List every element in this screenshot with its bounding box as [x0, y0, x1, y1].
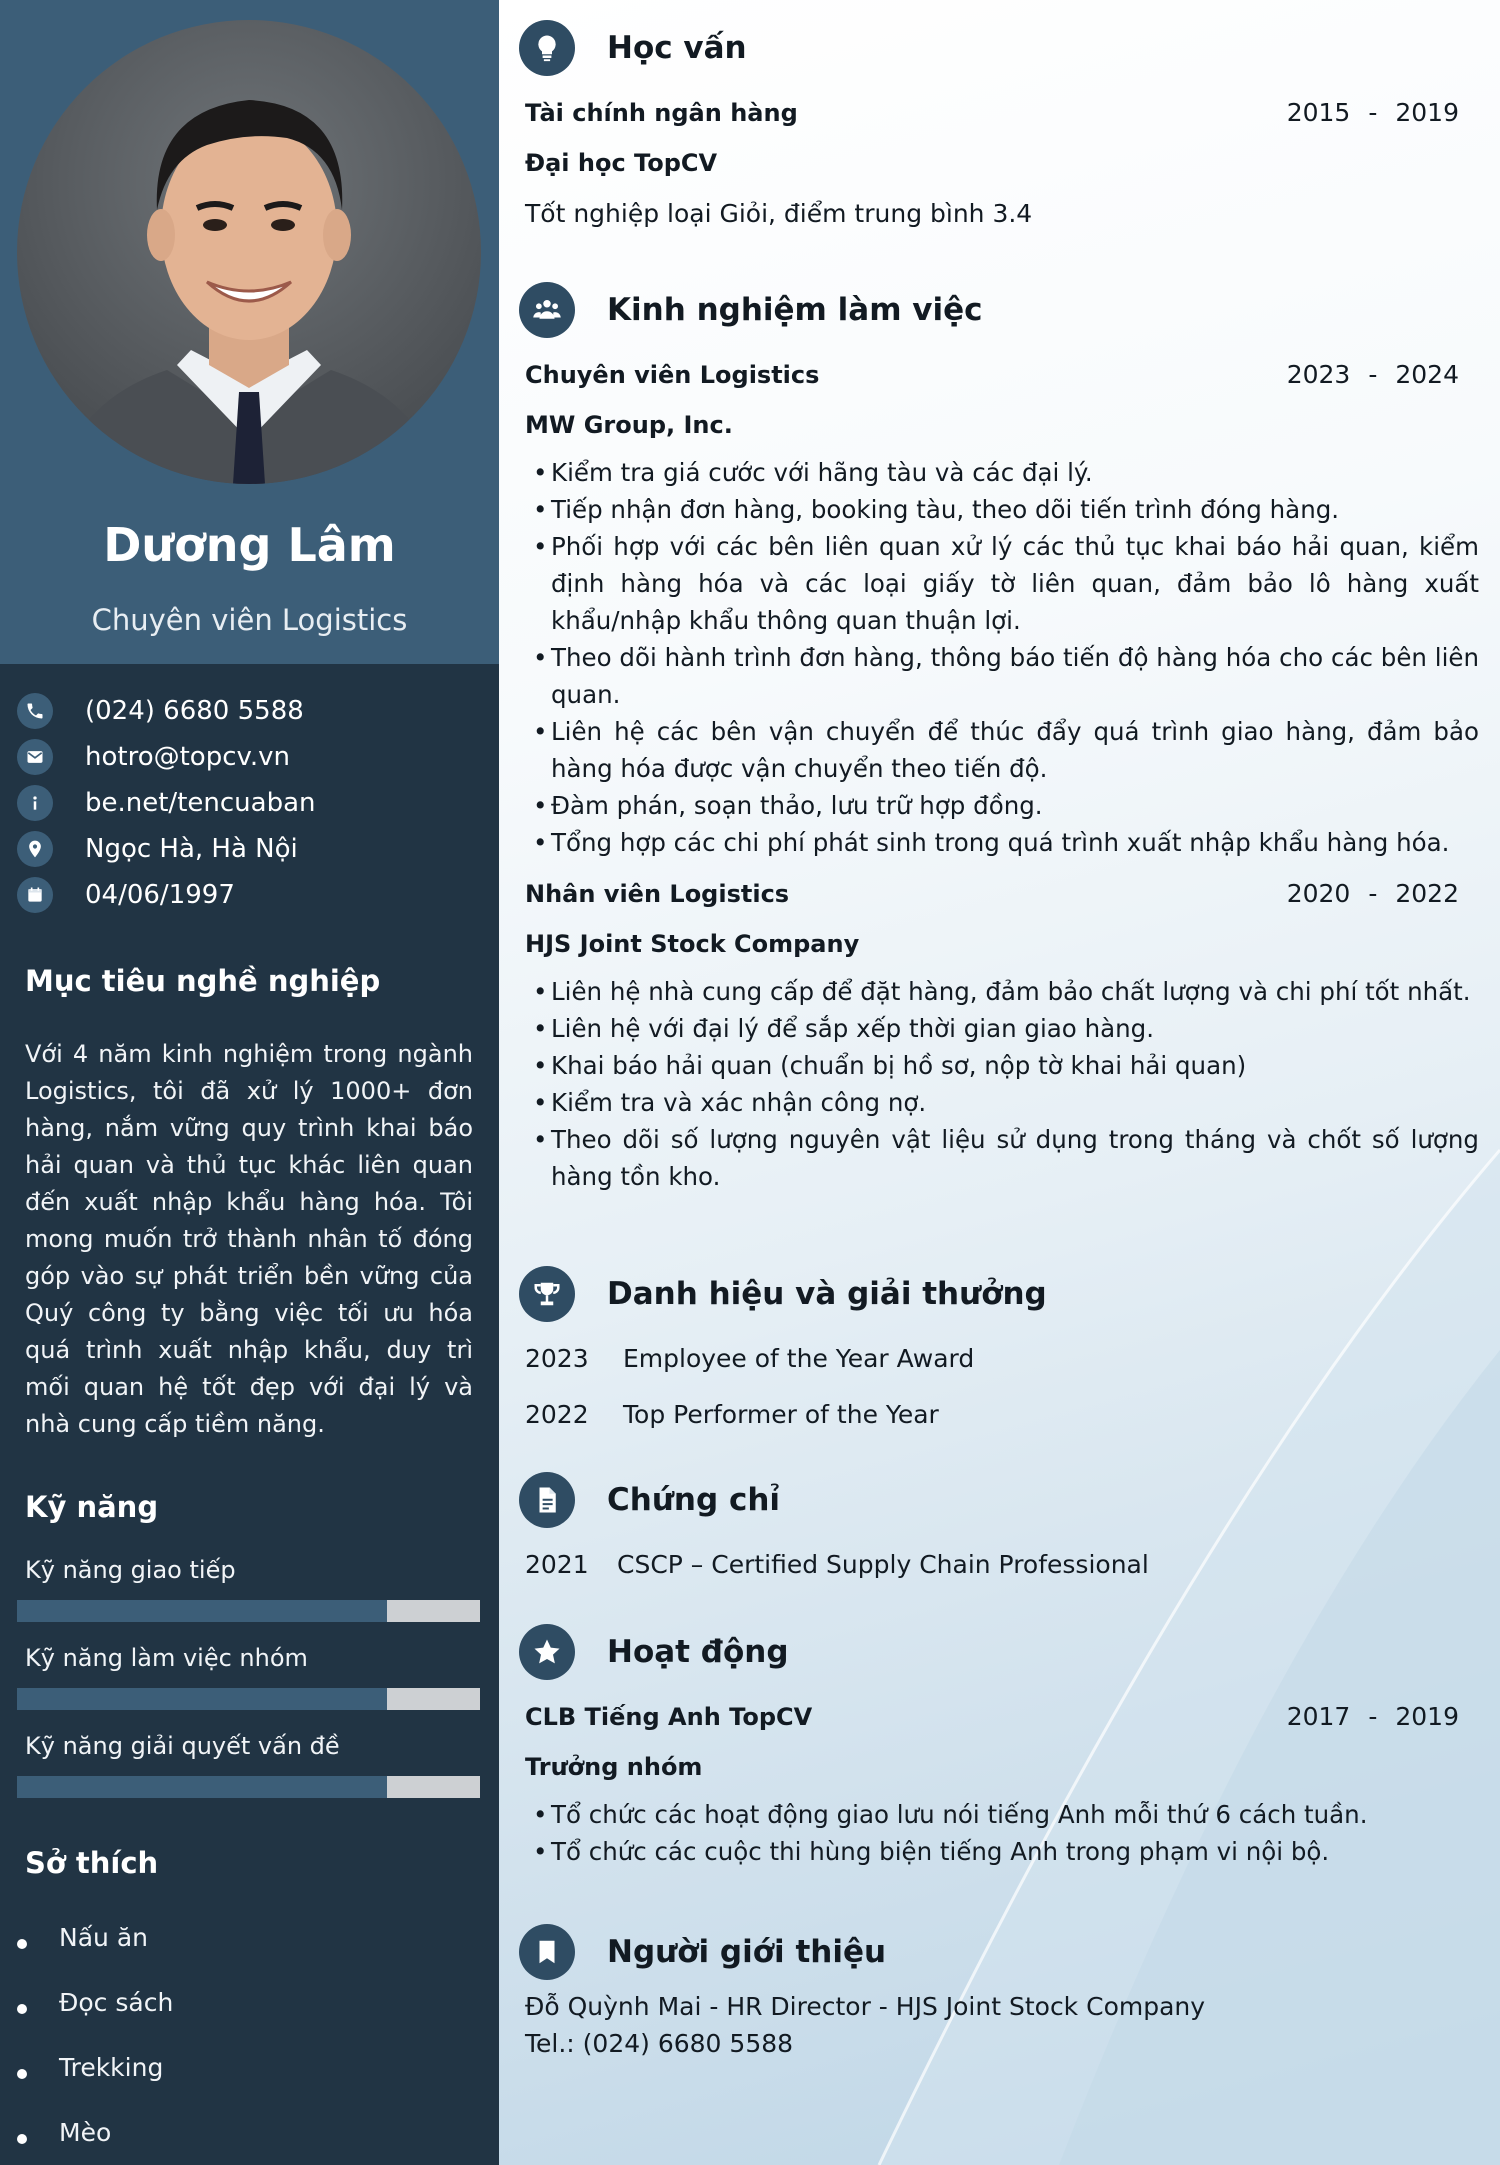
- section-title: Danh hiệu và giải thưởng: [607, 1276, 1047, 1312]
- award-title: Employee of the Year Award: [623, 1343, 975, 1373]
- hobby-label: Mèo: [59, 2118, 112, 2147]
- birthday-text: 04/06/1997: [85, 880, 235, 910]
- awards-section: [519, 1264, 1479, 1442]
- list-item: • Liên hệ các bên vận chuyển để thúc đẩy quá trình giao hàng, đảm bảo hàng hóa được vận chuyển theo tiến độ.: [533, 713, 1479, 787]
- activities-section: [519, 1622, 1479, 1870]
- section-header: [519, 1470, 1479, 1530]
- mail-icon: [17, 739, 53, 775]
- list-item: • Tổng hợp các chi phí phát sinh trong quá trình xuất nhập khẩu hàng hóa.: [533, 824, 1479, 861]
- company-name: MW Group, Inc.: [525, 411, 733, 439]
- task-list: [519, 454, 1479, 861]
- bullet-icon: [17, 2069, 27, 2079]
- skills-heading: Kỹ năng: [25, 1490, 159, 1524]
- list-item: [17, 2100, 173, 2165]
- objective-text: Với 4 năm kinh nghiệm trong ngành Logistics, tôi đã xử lý 1000+ đơn hàng, nắm vững quy trình khai báo hải quan và thủ tục khác liên quan đến xuất nhập khẩu hàng hóa. Tôi mong muốn trở thành nhân tố đóng góp vào sự phát triển bền vững của Quý công ty bằng việc tối ưu hóa quá trình xuất nhập khẩu, duy trì mối quan hệ tốt đẹp với đại lý và nhà cung cấp tiềm năng.: [25, 1040, 473, 1438]
- experience-section: [519, 280, 1479, 1195]
- lightbulb-icon: [519, 20, 575, 76]
- school-name: Đại học TopCV: [525, 149, 718, 177]
- certificates-section: [519, 1470, 1479, 1592]
- date-range: 2023 - 2024: [1286, 360, 1459, 389]
- list-item: • Tiếp nhận đơn hàng, booking tàu, theo dõi tiến trình đóng hàng.: [533, 491, 1479, 528]
- hobbies-heading: Sở thích: [25, 1846, 159, 1880]
- skill-bar: [17, 1688, 480, 1710]
- award-year: 2022: [525, 1399, 589, 1429]
- contact-email: [17, 734, 315, 780]
- list-item: [17, 2035, 173, 2100]
- award-year: 2023: [525, 1343, 589, 1373]
- section-header: [519, 18, 1479, 78]
- profile-header: [0, 0, 499, 664]
- skill-bar-fill: [17, 1776, 387, 1798]
- section-title: Kinh nghiệm làm việc: [607, 292, 983, 328]
- date-range: 2017 - 2019: [1286, 1702, 1459, 1731]
- certificate-row: [519, 1536, 1479, 1592]
- section-header: [519, 1922, 1479, 1982]
- website-text[interactable]: be.net/tencuaban: [85, 788, 316, 818]
- reference-line: Đỗ Quỳnh Mai - HR Director - HJS Joint Stock Company: [525, 1992, 1206, 2021]
- hobby-label: Trekking: [59, 2053, 164, 2082]
- phone-icon: [17, 693, 53, 729]
- sidebar: [0, 0, 499, 2165]
- list-item: • Tổ chức các cuộc thi hùng biện tiếng Anh trong phạm vi nội bộ.: [533, 1833, 1479, 1870]
- job-position: Chuyên viên Logistics: [525, 360, 820, 389]
- task-list: [519, 973, 1479, 1195]
- list-item: [17, 1905, 173, 1970]
- calendar-icon: [17, 877, 53, 913]
- list-item: • Kiểm tra và xác nhận công nợ.: [533, 1084, 1479, 1121]
- section-title: Chứng chỉ: [607, 1482, 781, 1518]
- list-item: • Đàm phán, soạn thảo, lưu trữ hợp đồng.: [533, 787, 1479, 824]
- list-item: • Tổ chức các hoạt động giao lưu nói tiếng Anh mỗi thứ 6 cách tuần.: [533, 1796, 1479, 1833]
- section-title: Học vấn: [607, 30, 747, 66]
- info-icon: [17, 785, 53, 821]
- avatar: [17, 20, 481, 484]
- skill-bar-fill: [17, 1688, 387, 1710]
- contact-website: [17, 780, 315, 826]
- objective-heading: Mục tiêu nghề nghiệp: [25, 964, 381, 998]
- document-icon: [519, 1472, 575, 1528]
- award-row: [519, 1386, 1479, 1442]
- award-title: Top Performer of the Year: [623, 1399, 939, 1429]
- hobbies-list: [17, 1905, 173, 2165]
- skill-label: Kỹ năng giao tiếp: [25, 1556, 236, 1584]
- certificate-title: CSCP – Certified Supply Chain Professional: [617, 1549, 1149, 1579]
- hobby-label: Đọc sách: [59, 1988, 174, 2017]
- section-title: Hoạt động: [607, 1634, 789, 1670]
- list-item: [17, 1970, 173, 2035]
- activity-role: Trưởng nhóm: [525, 1753, 703, 1781]
- date-range: 2020 - 2022: [1286, 879, 1459, 908]
- section-header: [519, 280, 1479, 340]
- address-text: Ngọc Hà, Hà Nội: [85, 834, 298, 864]
- list-item: • Theo dõi hành trình đơn hàng, thông báo tiến độ hàng hóa cho các bên liên quan.: [533, 639, 1479, 713]
- education-note: Tốt nghiệp loại Giỏi, điểm trung bình 3.4: [525, 199, 1033, 228]
- references-section: [519, 1922, 1479, 2062]
- list-item: • Liên hệ với đại lý để sắp xếp thời gian giao hàng.: [533, 1010, 1479, 1047]
- skill-bar: [17, 1600, 480, 1622]
- email-text[interactable]: hotro@topcv.vn: [85, 742, 291, 772]
- reference-phone: Tel.: (024) 6680 5588: [525, 2029, 794, 2058]
- award-row: [519, 1330, 1479, 1386]
- contact-birthday: [17, 872, 315, 918]
- trophy-icon: [519, 1266, 575, 1322]
- contact-address: [17, 826, 315, 872]
- phone-text[interactable]: (024) 6680 5588: [85, 696, 304, 726]
- education-section: [519, 18, 1479, 228]
- bullet-icon: [17, 2134, 27, 2144]
- list-item: • Khai báo hải quan (chuẩn bị hồ sơ, nộp tờ khai hải quan): [533, 1047, 1479, 1084]
- bullet-icon: [17, 2004, 27, 2014]
- main-content: [499, 0, 1500, 2165]
- section-title: Người giới thiệu: [607, 1934, 887, 1970]
- team-icon: [519, 282, 575, 338]
- star-icon: [519, 1624, 575, 1680]
- list-item: • Phối hợp với các bên liên quan xử lý các thủ tục khai báo hải quan, kiểm định hàng hóa và các loại giấy tờ liên quan, đảm bảo lô hàng xuất khẩu/nhập khẩu thông quan thuận lợi.: [533, 528, 1479, 639]
- list-item: • Theo dõi số lượng nguyên vật liệu sử dụng trong tháng và chốt số lượng hàng tồn kho.: [533, 1121, 1479, 1195]
- task-list: [519, 1796, 1479, 1870]
- education-major: Tài chính ngân hàng: [525, 98, 798, 127]
- skills-list: [17, 1553, 480, 1817]
- list-item: • Kiểm tra giá cước với hãng tàu và các đại lý.: [533, 454, 1479, 491]
- hobby-label: Nấu ăn: [59, 1923, 148, 1952]
- candidate-name: Dương Lâm: [103, 518, 396, 572]
- list-item: • Liên hệ nhà cung cấp để đặt hàng, đảm bảo chất lượng và chi phí tốt nhất.: [533, 973, 1479, 1010]
- skill-label: Kỹ năng làm việc nhóm: [25, 1644, 308, 1672]
- job-position: Nhân viên Logistics: [525, 879, 790, 908]
- certificate-year: 2021: [525, 1549, 589, 1579]
- club-name: CLB Tiếng Anh TopCV: [525, 1702, 813, 1731]
- date-range: 2015 - 2019: [1286, 98, 1459, 127]
- section-header: [519, 1264, 1479, 1324]
- company-name: HJS Joint Stock Company: [525, 930, 860, 958]
- location-icon: [17, 831, 53, 867]
- skill-bar: [17, 1776, 480, 1798]
- skill-bar-fill: [17, 1600, 387, 1622]
- contact-list: [17, 688, 315, 918]
- contact-phone: [17, 688, 315, 734]
- bookmark-icon: [519, 1924, 575, 1980]
- bullet-icon: [17, 1939, 27, 1949]
- candidate-title: Chuyên viên Logistics: [91, 603, 408, 637]
- section-header: [519, 1622, 1479, 1682]
- skill-label: Kỹ năng giải quyết vấn đề: [25, 1732, 340, 1760]
